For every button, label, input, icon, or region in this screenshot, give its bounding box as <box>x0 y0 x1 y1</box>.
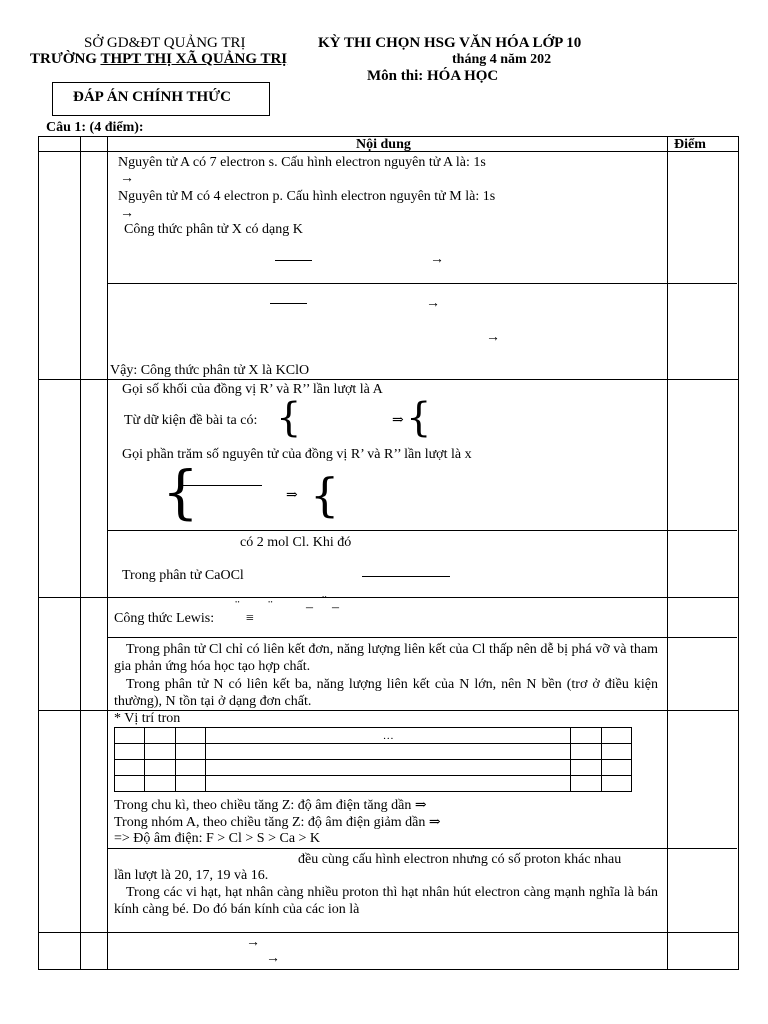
grid-ellipsis: … <box>206 728 571 744</box>
row-line <box>38 379 738 380</box>
row1-line1: Nguyên tử A có 7 electron s. Cấu hình electron nguyên tử A là: 1s <box>118 155 486 170</box>
row8-para: Trong các vi hạt, hạt nhân càng nhiều proton thì hạt nhân hút electron càng mạnh nghĩa là bán kính càng bé. Do đó bán kính của các ion là <box>114 885 658 917</box>
row-line <box>107 530 737 531</box>
row4-line1: có 2 mol Cl. Khi đó <box>240 535 352 550</box>
left-brace: { <box>276 395 302 441</box>
official-answer-label: ĐÁP ÁN CHÍNH THỨC <box>73 89 231 105</box>
left-brace-large: { <box>162 458 199 526</box>
row6-para1: Trong phân tử Cl chỉ có liên kết đơn, năng lượng liên kết của Cl thấp nên dễ bị phá vỡ và tham gia phản ứng hóa học tạo hợp chất. <box>114 642 658 674</box>
row7-line2: Trong nhóm A, theo chiều tăng Z: độ âm điện giảm dần ⇒ <box>114 815 441 830</box>
fraction-bar <box>270 303 307 304</box>
subject-line <box>367 68 498 85</box>
row-line <box>107 283 667 284</box>
row9-arrow2: → <box>266 951 280 966</box>
question-label: Câu 1: (4 điểm): <box>46 120 144 135</box>
fraction-bar <box>362 576 450 577</box>
col-divider-1 <box>80 136 81 969</box>
grid-row <box>115 744 632 760</box>
lewis-triple-bond: ≡ <box>246 611 254 626</box>
row-line <box>667 283 737 284</box>
subject-value: HÓA HỌC <box>427 68 499 84</box>
lewis-dots: ¨ <box>322 594 327 609</box>
row8-line2: lần lượt là 20, 17, 19 và 16. <box>114 868 269 883</box>
col-header-content: Nội dung <box>356 137 411 152</box>
row-line <box>38 932 738 933</box>
row1-arrow2: → <box>120 206 134 221</box>
left-brace: { <box>406 395 432 441</box>
subject-label: Môn thi: <box>367 68 424 84</box>
col-divider-3 <box>667 136 668 969</box>
row6-para2: Trong phân tử N có liên kết ba, năng lượng liên kết của N lớn, nên N bền (trơ ở điều kiện thường), N tồn tại ở dạng đơn chất. <box>114 677 658 709</box>
school-name-underlined: THPT THỊ XÃ QUẢNG TRỊ <box>100 51 288 67</box>
exam-title: KỲ THI CHỌN HSG VĂN HÓA LỚP 10 <box>318 35 582 51</box>
lewis-bar: – <box>306 600 313 615</box>
lewis-bar: – <box>332 600 339 615</box>
row1-line2: Nguyên tử M có 4 electron p. Cấu hình electron nguyên tử M là: 1s <box>118 189 496 204</box>
row8-line1: đều cùng cấu hình electron nhưng có số proton khác nhau <box>298 852 622 867</box>
row5-lewis-label: Công thức Lewis: <box>114 611 215 626</box>
row2-conclusion: Vậy: Công thức phân tử X là KClO <box>110 363 310 378</box>
row3-line2: Từ dữ kiện đề bài ta có: <box>124 413 258 428</box>
row2-arrow1: → <box>426 296 440 311</box>
grid-row <box>115 776 632 792</box>
row7-title: * Vị trí tron <box>114 711 181 726</box>
row3-implies2: ⇒ <box>286 488 298 503</box>
col-divider-2 <box>107 136 108 969</box>
row2-arrow2: → <box>486 330 500 345</box>
row7-line1: Trong chu kì, theo chiều tăng Z: độ âm điện tăng dần ⇒ <box>114 798 427 813</box>
fraction-bar <box>275 260 312 261</box>
position-grid <box>114 727 632 792</box>
left-brace: { <box>310 468 340 522</box>
fraction-bar <box>180 485 262 486</box>
lewis-dots: ¨ <box>235 599 240 614</box>
row1-line3: Công thức phân tử X có dạng K <box>124 222 303 237</box>
row3-line3: Gọi phần trăm số nguyên tử của đồng vị R’ và R’’ lần lượt là x <box>122 447 472 462</box>
row1-arrow1: → <box>120 171 134 186</box>
school-name <box>30 51 287 68</box>
lewis-dots: ¨ <box>268 599 273 614</box>
row3-implies1: ⇒ <box>392 413 404 428</box>
col-header-score: Điểm <box>674 137 706 152</box>
school-prefix: TRƯỜNG <box>30 51 101 67</box>
row4-line2: Trong phân tử CaOCl <box>122 568 244 583</box>
row-line <box>38 597 738 598</box>
exam-date: tháng 4 năm 202 <box>452 52 552 67</box>
row1-arrow3: → <box>430 252 444 267</box>
row-line <box>107 848 737 849</box>
row7-line3: => Độ âm điện: F > Cl > S > Ca > K <box>114 831 321 846</box>
row3-line1: Gọi số khối của đồng vị R’ và R’’ lần lượt là A <box>122 382 383 397</box>
row-line <box>107 637 737 638</box>
row9-arrow1: → <box>246 935 260 950</box>
grid-row <box>115 760 632 776</box>
grid-row <box>115 728 632 744</box>
dept-name: SỞ GD&ĐT QUẢNG TRỊ <box>84 35 246 51</box>
